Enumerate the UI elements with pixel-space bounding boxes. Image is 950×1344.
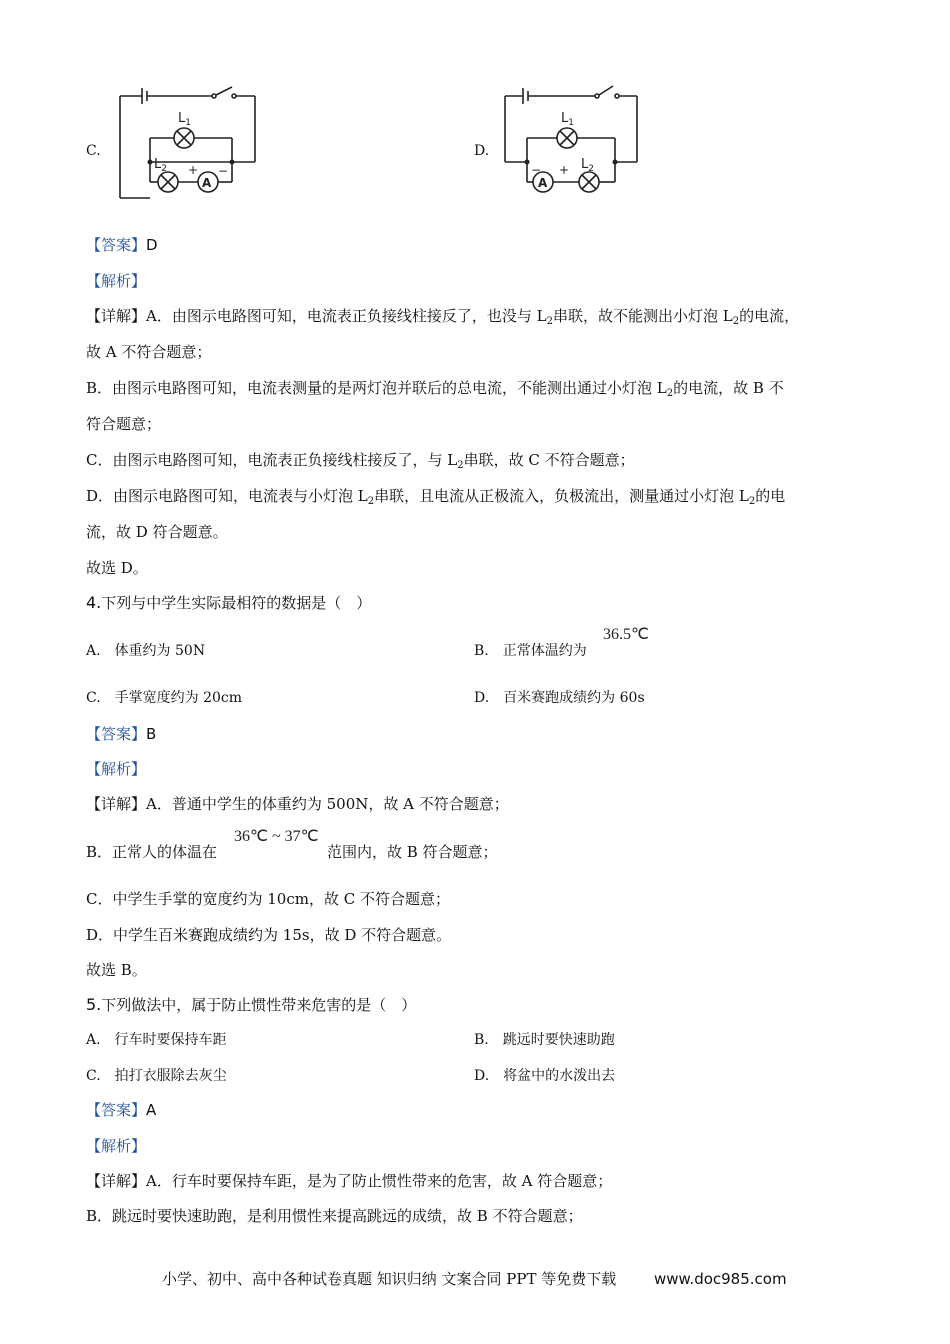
q5-option-d: D. 将盆中的水泼出去 [474,1068,616,1084]
detail-tag: 【详解】 [86,1172,147,1190]
q4-option-b-formula: 36.5℃ [603,626,649,643]
d-l1-label: $L_1$ [561,111,574,128]
q4-detail-b: B．正常人的体温在 [86,843,218,861]
answer-value: D [146,236,158,254]
q5-detail-a: 【详解】A．行车时要保持车距，是为了防止惯性带来的危害，故 A 符合题意； [86,1172,613,1190]
q3-detail-a-line1: 【详解】A．由图示电路图可知，电流表正负接线柱接反了，也没与 $L_2$串联，故不能测出小灯泡 $L_2$的电流， [86,307,800,327]
circuit-diagram-c [110,78,270,203]
question-number: 4. [86,593,102,612]
q4-conclusion: 故选 B。 [86,961,147,979]
q4-option-a: A. 体重约为 50N [86,643,206,659]
q4-option-d: D. 百米赛跑成绩约为 60s [474,690,645,706]
d-l2-label: $L_2$ [581,157,594,174]
q3-detail-c-line: C．由图示电路图可知，电流表正负接线柱接反了，与 $L_2$串联，故 C 不符合题意； [86,451,635,471]
d-ammeter-symbol: A [538,176,548,190]
q3-conclusion: 故选 D。 [86,559,148,577]
c-plus-sign: + [188,163,199,177]
c-minus-sign: − [218,164,229,178]
q3-analysis-tag: 【解析】 [86,272,147,290]
footer-text: 小学、初中、高中各种试卷真题 知识归纳 文案合同 PPT 等免费下载 [162,1270,617,1288]
q5-analysis-tag: 【解析】 [86,1137,147,1155]
q4-detail-c: C．中学生手掌的宽度约为 10cm，故 C 不符合题意； [86,890,450,908]
q3-detail-d-line2: 流，故 D 符合题意。 [86,523,228,541]
answer-tag: 【答案】 [86,725,147,743]
q5-option-a: A. 行车时要保持车距 [86,1032,227,1048]
q3-answer [86,235,158,255]
circuit-diagram-d [495,78,655,203]
q3-detail-a-line2: 故 A 不符合题意； [86,343,212,361]
q3-detail-d-line1: D．由图示电路图可知，电流表与小灯泡 $L_2$串联，且电流从正极流入，负极流出，测量通过小灯泡 $L_2$的电 [86,487,786,507]
q4-detail-d: D．中学生百米赛跑成绩约为 15s，故 D 不符合题意。 [86,926,452,944]
q4-detail-b-tail: 范围内，故 B 符合题意； [327,843,498,861]
option-d-label: D. [474,143,490,159]
question-number: 5. [86,995,102,1014]
option-c-label: C. [86,143,101,159]
q5-detail-b: B．跳远时要快速助跑，是利用惯性来提高跳远的成绩，故 B 不符合题意； [86,1207,583,1225]
q3-detail-b-line1: B．由图示电路图可知，电流表测量的是两灯泡并联后的总电流，不能测出通过小灯泡 $L_2$的电流，故 B 不 [86,379,784,399]
answer-value: B [146,725,157,743]
c-ammeter-symbol: A [202,176,212,190]
d-plus-sign: + [559,163,570,177]
q5-answer [86,1100,156,1120]
q4-detail-b-formula: 36℃ ~ 37℃ [234,828,319,845]
answer-value: A [146,1101,157,1119]
q4-detail-a: 【详解】A．普通中学生的体重约为 500N，故 A 不符合题意； [86,795,509,813]
detail-tag: 【详解】 [86,795,147,813]
q4-answer [86,724,156,744]
q4-stem: 4.下列与中学生实际最相符的数据是（ ） [86,593,372,612]
q5-option-c: C. 拍打衣服除去灰尘 [86,1068,227,1084]
q5-stem: 5.下列做法中，属于防止惯性带来危害的是（ ） [86,995,417,1014]
q5-option-b: B. 跳远时要快速助跑 [474,1032,615,1048]
q4-option-c: C. 手掌宽度约为 20cm [86,690,243,706]
q3-detail-b-line2: 符合题意； [86,415,162,433]
detail-tag: 【详解】 [86,307,147,325]
c-l1-label: $L_1$ [178,111,191,128]
answer-tag: 【答案】 [86,236,147,254]
q4-option-b: B. 正常体温约为 [474,643,587,659]
c-l2-label: $L_2$ [154,157,167,174]
footer-url[interactable]: www.doc985.com [654,1270,787,1288]
d-minus-sign: − [531,163,542,177]
q4-analysis-tag: 【解析】 [86,760,147,778]
answer-tag: 【答案】 [86,1101,147,1119]
